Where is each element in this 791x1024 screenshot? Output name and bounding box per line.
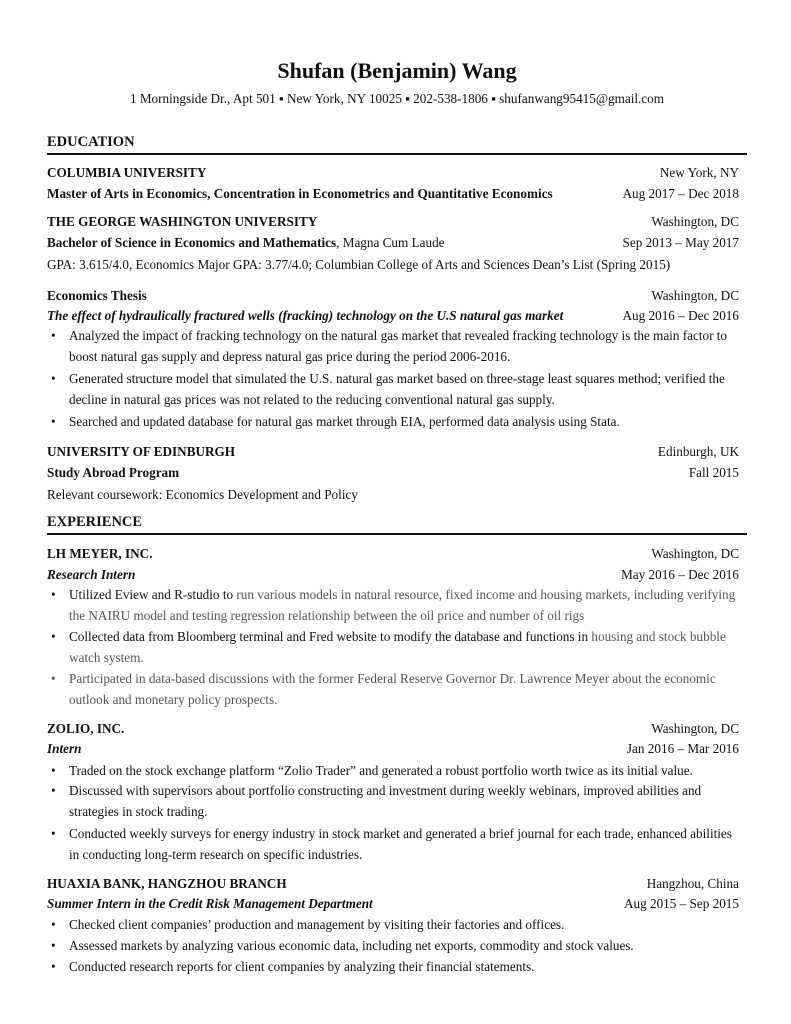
bullet-item: • Collected data from Bloomberg terminal and Fred website to modify the database and functions in housing and stock bubble watch system.	[47, 626, 742, 668]
bullet-item: • Discussed with supervisors about portfolio constructing and investment during weekly webinars, improved abilities and strategies in stock trading.	[47, 780, 742, 822]
bullet-item: • Assessed markets by analyzing various economic data, including net exports, commodity and stock values.	[47, 935, 742, 956]
school-name: COLUMBIA UNIVERSITY	[47, 165, 207, 180]
school-name: THE GEORGE WASHINGTON UNIVERSITY	[47, 214, 318, 229]
contact-line: 1 Morningside Dr., Apt 501 ▪ New York, NY 10025 ▪ 202-538-1806 ▪ shufanwang95415@gmail.com	[129, 91, 665, 106]
education-section-header	[47, 133, 747, 155]
company-name: LH MEYER, INC.	[47, 546, 153, 561]
honors: , Magna Cum Laude	[336, 235, 445, 250]
role-row	[47, 566, 739, 583]
bullet-item: • Checked client companies’ production and management by visiting their factories and offices.	[47, 914, 742, 935]
degree-row	[47, 185, 739, 202]
role-row	[47, 740, 739, 757]
thesis-title-row	[47, 307, 739, 324]
education-entry-edinburgh	[47, 443, 739, 460]
bullet-icon: •	[51, 671, 56, 686]
bullet-icon: •	[51, 414, 56, 429]
thesis-header	[47, 287, 739, 304]
bullet-item: • Searched and updated database for natural gas market through EIA, performed data analysis using Stata.	[47, 411, 742, 432]
experience-entry-zolio	[47, 720, 739, 737]
dates: Jan 2016 – Mar 2016	[626, 741, 739, 756]
bullet-item: • Conducted research reports for client companies by analyzing their financial statements.	[47, 956, 742, 977]
section-divider	[47, 533, 747, 535]
location: Edinburgh, UK	[657, 444, 739, 459]
degree: Bachelor of Science in Economics and Mathematics	[47, 235, 337, 250]
bullet-icon: •	[51, 917, 56, 932]
location: Washington, DC	[651, 721, 739, 736]
section-title-experience: EXPERIENCE	[47, 514, 143, 530]
experience-entry-lhmeyer	[47, 545, 739, 562]
dates: Aug 2017 – Dec 2018	[622, 186, 739, 201]
experience-entry-huaxia	[47, 875, 739, 892]
dates: May 2016 – Dec 2016	[621, 567, 739, 582]
bullet-icon: •	[51, 587, 56, 602]
bullet-icon: •	[51, 371, 56, 386]
degree-row	[47, 234, 739, 251]
gpa-line: GPA: 3.615/4.0, Economics Major GPA: 3.77/4.0; Columbian College of Arts and Sciences Dean’s List (Spring 2015)	[47, 257, 671, 272]
candidate-name: Shufan (Benjamin) Wang	[277, 58, 517, 83]
degree: Master of Arts in Economics, Concentration in Econometrics and Quantitative Economics	[47, 186, 553, 201]
bullet-icon: •	[51, 938, 56, 953]
location: Washington, DC	[651, 288, 739, 303]
bullet-item: • Participated in data-based discussions with the former Federal Reserve Governor Dr. Lawrence Meyer about the economic outlook and monetary policy prospects.	[47, 668, 742, 710]
bullet-item: • Analyzed the impact of fracking technology on the natural gas market that revealed fracking technology is the main factor to boost natural gas supply and depress natural gas price during the period 2006-2016.	[47, 325, 742, 367]
bullet-icon: •	[51, 783, 56, 798]
location: New York, NY	[659, 165, 739, 180]
location: Washington, DC	[651, 214, 739, 229]
school-name: UNIVERSITY OF EDINBURGH	[47, 444, 236, 459]
role-row	[47, 895, 739, 912]
dates: Aug 2016 – Dec 2016	[622, 308, 739, 323]
bullet-icon: •	[51, 328, 56, 343]
bullet-item: • Generated structure model that simulated the U.S. natural gas market based on three-stage least squares method; verified the decline in natural gas prices was not related to the reducing conventional natural gas supply.	[47, 368, 742, 410]
location: Hangzhou, China	[646, 876, 739, 891]
dates: Fall 2015	[688, 465, 739, 480]
thesis-title: The effect of hydraulically fractured wells (fracking) technology on the U.S natural gas market	[47, 308, 564, 323]
experience-section-header	[47, 513, 747, 535]
bullet-item: • Traded on the stock exchange platform “Zolio Trader” and generated a robust portfolio worth twice as its initial value.	[47, 760, 742, 781]
role: Intern	[47, 741, 82, 756]
bullet-item: • Conducted weekly surveys for energy industry in stock market and generated a brief journal for each trade, enhanced abilities in conducting long-term research on specific industries.	[47, 823, 742, 865]
bullet-icon: •	[51, 629, 56, 644]
education-entry-columbia	[47, 164, 739, 181]
bullet-icon: •	[51, 763, 56, 778]
section-title-education: EDUCATION	[47, 134, 135, 150]
program: Study Abroad Program	[47, 465, 180, 480]
company-name: HUAXIA BANK, HANGZHOU BRANCH	[47, 876, 287, 891]
education-entry-gwu	[47, 213, 739, 230]
bullet-item: • Utilized Eview and R-studio to run various models in natural resource, fixed income and housing markets, including verifying the NAIRU model and testing regression relationship between the oil price and number of oil rigs	[47, 584, 742, 626]
role: Summer Intern in the Credit Risk Management Department	[47, 896, 373, 911]
dates: Aug 2015 – Sep 2015	[623, 896, 739, 911]
program-row	[47, 464, 739, 481]
company-name: ZOLIO, INC.	[47, 721, 125, 736]
role: Research Intern	[47, 567, 136, 582]
coursework-line: Relevant coursework: Economics Development and Policy	[47, 487, 358, 502]
section-divider	[47, 153, 747, 155]
bullet-icon: •	[51, 826, 56, 841]
dates: Sep 2013 – May 2017	[622, 235, 739, 250]
location: Washington, DC	[651, 546, 739, 561]
thesis-label: Economics Thesis	[47, 288, 147, 303]
bullet-icon: •	[51, 959, 56, 974]
